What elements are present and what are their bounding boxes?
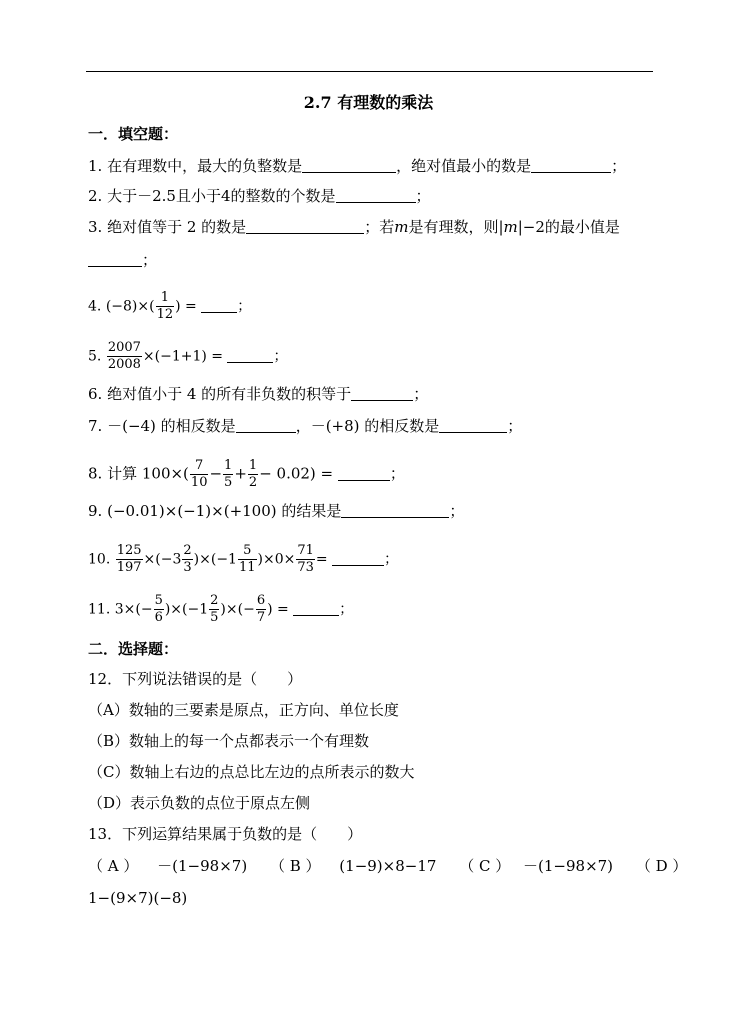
question-7: 7. －(−4) 的相反数是 ，－(+8) 的相反数是 ；: [88, 417, 523, 435]
option-c[interactable]: （ C ）: [459, 857, 511, 875]
answer-blank[interactable]: [439, 418, 507, 433]
fraction: $\frac{5}{11}$: [238, 543, 256, 575]
answer-blank[interactable]: [293, 601, 339, 616]
answer-blank[interactable]: [227, 348, 273, 363]
fraction: $\frac{1}{5}$: [224, 458, 233, 490]
answer-blank[interactable]: [302, 158, 396, 173]
question-6: 6. 绝对值小于 4 的所有非负数的积等于 ；: [88, 385, 429, 403]
top-rule: [86, 71, 653, 72]
answer-blank[interactable]: [351, 386, 413, 401]
option-a[interactable]: （A）数轴的三要素是原点，正方向、单位长度: [88, 701, 399, 719]
fraction: $\frac{2007}{2008}$: [107, 340, 141, 372]
option-c[interactable]: （C）数轴上右边的点总比左边的点所表示的数大: [88, 763, 415, 781]
answer-blank[interactable]: [336, 188, 416, 203]
answer-blank[interactable]: [201, 298, 237, 313]
answer-blank[interactable]: [338, 466, 390, 481]
fraction: $\frac{2}{5}$: [210, 593, 219, 625]
option-a[interactable]: （ A ）: [88, 857, 139, 875]
section-choice-heading: 二．选择题：: [88, 640, 179, 658]
question-8: 8. 计算 100×( $\frac{7}{10}$ − $\frac{1}{5}$ + $\frac{1}{2}$ − 0.02) = ；: [88, 458, 405, 490]
fraction: $\frac{7}{10}$: [190, 458, 208, 490]
question-13-stem: 13．下列运算结果属于负数的是（ ）: [88, 825, 363, 843]
question-13-option-d-expr: 1−(9×7)(−8): [88, 889, 188, 907]
question-1: 1. 在有理数中，最大的负整数是 ，绝对值最小的数是 ；: [88, 157, 627, 175]
question-3: 3. 绝对值等于 2 的数是 ；若m是有理数，则|m|−2的最小值是: [88, 218, 620, 236]
option-d[interactable]: （D）表示负数的点位于原点左侧: [88, 794, 311, 812]
question-4: 4. (−8)×( $\frac{1}{12}$ ) = ；: [88, 290, 252, 322]
question-2: 2. 大于－2.5且小于4的整数的个数是 ；: [88, 187, 431, 205]
answer-blank[interactable]: [88, 252, 142, 267]
question-13-options: （ A ） －(1−98×7) （ B ） (1−9)×8−17 （ C ） －(1−98×7) （ D ）: [88, 857, 688, 875]
option-b[interactable]: （B）数轴上的每一个点都表示一个有理数: [88, 732, 370, 750]
answer-blank[interactable]: [531, 158, 611, 173]
option-b[interactable]: （ B ）: [269, 857, 321, 875]
page-title: 2.7 有理数的乘法: [303, 93, 434, 112]
fraction: $\frac{1}{2}$: [248, 458, 258, 490]
fraction: $\frac{1}{12}$: [156, 290, 174, 322]
answer-blank[interactable]: [332, 551, 384, 566]
fraction: $\frac{71}{73}$: [297, 543, 314, 575]
question-11: 11. 3×(− $\frac{5}{6}$ )×(−1 $\frac{2}{5}$ )×(− $\frac{6}{7}$ ) = ；: [88, 593, 354, 625]
answer-blank[interactable]: [236, 418, 296, 433]
answer-blank[interactable]: [341, 503, 449, 518]
section-fill-heading: 一．填空题：: [88, 125, 179, 143]
fraction: $\frac{6}{7}$: [256, 593, 266, 625]
question-10: 10. $\frac{125}{197}$ ×(−3 $\frac{2}{3}$ )×(−1 $\frac{5}{11}$ )×0× $\frac{71}{73}$ = ；: [88, 543, 399, 575]
option-d[interactable]: （ D ）: [635, 857, 688, 875]
question-12-stem: 12．下列说法错误的是（ ）: [88, 670, 303, 688]
question-9: 9. (−0.01)×(−1)×(+100) 的结果是 ；: [88, 502, 465, 520]
question-5: 5. $\frac{2007}{2008}$ ×(−1+1) = ；: [88, 340, 288, 372]
answer-blank[interactable]: [246, 219, 364, 234]
question-3-cont: ；: [88, 250, 157, 270]
fraction: $\frac{125}{197}$: [116, 543, 142, 575]
fraction: $\frac{2}{3}$: [183, 543, 192, 575]
fraction: $\frac{5}{6}$: [154, 593, 163, 625]
